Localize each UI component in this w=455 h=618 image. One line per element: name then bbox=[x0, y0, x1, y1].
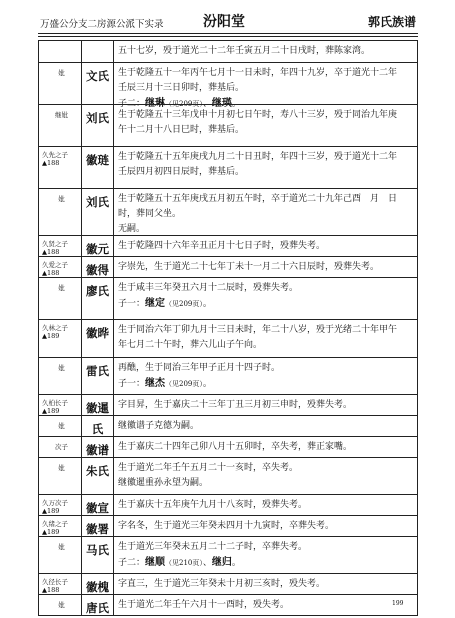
relation-cell bbox=[39, 63, 82, 104]
person-name bbox=[82, 41, 113, 46]
kids-text: 继顺 bbox=[145, 557, 166, 569]
relation-label: 妣 bbox=[58, 543, 65, 551]
page-number: 199 bbox=[392, 600, 404, 607]
biography-line: 字目昇，生于嘉庆二十三年丁丑三月初三申时，殁葬失考。 bbox=[118, 400, 353, 410]
table-row bbox=[39, 415, 417, 436]
biography-cell bbox=[118, 598, 413, 613]
biography-cell bbox=[118, 239, 413, 254]
person-name: 徽谱 bbox=[86, 443, 109, 457]
name-cell bbox=[82, 105, 114, 146]
relation-label: 妣 bbox=[58, 69, 65, 77]
name-cell bbox=[82, 458, 114, 494]
table-row bbox=[39, 235, 417, 256]
person-name: 唐氏 bbox=[86, 601, 109, 615]
table-row bbox=[39, 146, 417, 188]
biography-line: 继徽暹重孙永望为嗣。 bbox=[118, 478, 209, 489]
header-right-title: 郭氏族谱 bbox=[367, 15, 416, 29]
kids-end-text: 。 bbox=[202, 379, 212, 390]
relation-label: 妣 bbox=[58, 464, 65, 472]
relation-cell bbox=[39, 537, 82, 573]
name-cell bbox=[82, 516, 114, 536]
biography-cell bbox=[118, 150, 413, 180]
person-name: 马氏 bbox=[86, 543, 109, 557]
person-name: 氏 bbox=[91, 422, 104, 436]
person-name: 徽元 bbox=[86, 242, 109, 256]
page-reference: ▲188 bbox=[42, 159, 60, 167]
person-name: 刘氏 bbox=[86, 111, 109, 125]
biography-line: 生于道光二年壬午六月十一酉时，殁失考。 bbox=[118, 600, 290, 610]
kids-prefix-text: 子二： bbox=[118, 99, 146, 110]
relation-label bbox=[39, 41, 81, 46]
biography-cell bbox=[118, 192, 413, 238]
page-reference: ▲188 bbox=[42, 248, 60, 256]
name-cell bbox=[82, 437, 114, 457]
relation-label: 久爱之子 bbox=[42, 261, 68, 269]
table-row bbox=[39, 457, 417, 494]
biography-line: 再醮，生于同治三年甲子正月十四子时。 bbox=[118, 363, 281, 373]
biography-line: 生于嘉庆二十四年己卯八月十五卯时，卒失考，葬正家嘴。 bbox=[118, 442, 353, 452]
children-line bbox=[118, 376, 413, 392]
relation-label: 妣 bbox=[58, 284, 65, 292]
table-row bbox=[39, 256, 417, 277]
biography-line: 年七月二十午时，葬六儿山子午向。 bbox=[118, 340, 263, 351]
relation-label: 久林之子 bbox=[42, 324, 68, 332]
biography-cell bbox=[118, 440, 413, 455]
biography-cell bbox=[118, 540, 413, 571]
relation-cell bbox=[39, 458, 82, 494]
biography-cell bbox=[118, 361, 413, 392]
kids-ref-text: （见209页） bbox=[165, 380, 203, 389]
relation-cell bbox=[39, 395, 82, 415]
table-row bbox=[39, 494, 417, 515]
relation-cell bbox=[39, 495, 82, 515]
kids-prefix-text: 子一： bbox=[118, 299, 146, 310]
name-cell bbox=[82, 537, 114, 573]
name-cell bbox=[82, 595, 114, 615]
page-reference: ▲189 bbox=[42, 407, 60, 415]
relation-cell bbox=[39, 574, 82, 594]
table-row bbox=[39, 436, 417, 457]
biography-line: 午十二月十八日巳时，葬基后。 bbox=[118, 125, 245, 136]
person-name: 徽得 bbox=[86, 263, 109, 277]
biography-line: 字直三，生于道光三年癸未十月初三亥时，殁失考。 bbox=[118, 579, 326, 589]
relation-label: 久绪之子 bbox=[42, 520, 68, 528]
name-cell bbox=[82, 395, 114, 415]
name-cell bbox=[82, 257, 114, 277]
kids-text: 继杰 bbox=[145, 378, 166, 390]
table-row bbox=[39, 104, 417, 146]
name-cell bbox=[82, 236, 114, 256]
page-reference: ▲188 bbox=[42, 269, 60, 277]
kids-text: 继定 bbox=[145, 298, 166, 310]
biography-cell bbox=[118, 108, 413, 138]
name-cell bbox=[82, 416, 114, 436]
person-name: 朱氏 bbox=[86, 464, 109, 478]
table-row bbox=[39, 536, 417, 573]
biography-cell bbox=[118, 461, 413, 491]
biography-line: 壬辰三月十三日卯时，葬基后。 bbox=[118, 83, 245, 94]
header-center-title: 汾阳堂 bbox=[203, 14, 245, 30]
kids-end-text: 。 bbox=[202, 299, 212, 310]
biography-line: 无嗣。 bbox=[118, 224, 146, 235]
table-row bbox=[39, 357, 417, 394]
children-line bbox=[118, 296, 413, 312]
biography-cell bbox=[118, 44, 413, 59]
person-name: 徽宣 bbox=[86, 501, 109, 515]
relation-label: 妣 bbox=[58, 364, 65, 372]
relation-cell bbox=[39, 147, 82, 188]
table-row bbox=[39, 41, 417, 62]
kids2-text: 继瑛 bbox=[211, 98, 232, 110]
relation-label: 久柏长子 bbox=[42, 399, 68, 407]
biography-line: 生于咸丰三年癸丑六月十二辰时，殁葬失考。 bbox=[118, 283, 299, 293]
relation-cell bbox=[39, 595, 82, 615]
header-rule-thin bbox=[38, 36, 418, 37]
table-row bbox=[39, 188, 417, 235]
person-name: 徽琏 bbox=[86, 153, 109, 167]
biography-cell bbox=[118, 260, 413, 275]
biography-cell bbox=[118, 419, 413, 434]
name-cell bbox=[82, 320, 114, 357]
biography-line: 生于乾隆五十一年丙午七月十一日未时，年四十九岁，卒于道光十二年 bbox=[118, 68, 398, 78]
relation-cell bbox=[39, 105, 82, 146]
biography-cell bbox=[118, 577, 413, 592]
biography-line: 生于道光三年癸未五月二十二子时，卒葬失考。 bbox=[118, 542, 308, 552]
relation-cell bbox=[39, 189, 82, 235]
relation-label: 妣 bbox=[58, 422, 65, 430]
person-name: 徽晔 bbox=[86, 326, 109, 340]
biography-line: 生于乾隆四十六年辛丑正月十七日子时，殁葬失考。 bbox=[118, 241, 326, 251]
name-cell bbox=[82, 189, 114, 235]
biography-line: 生于道光二年壬午五月二十一亥时，卒失考。 bbox=[118, 463, 299, 473]
name-cell bbox=[82, 41, 114, 62]
person-name: 徽槐 bbox=[86, 580, 109, 594]
relation-cell bbox=[39, 236, 82, 256]
kids-end-text: 。 bbox=[231, 99, 241, 110]
header-rule-thick bbox=[38, 33, 418, 34]
biography-cell bbox=[118, 323, 413, 353]
person-name: 雷氏 bbox=[86, 364, 109, 378]
kids2-text: 继归 bbox=[211, 557, 232, 569]
children-line bbox=[118, 555, 413, 571]
relation-cell bbox=[39, 257, 82, 277]
relation-label: 次子 bbox=[55, 443, 68, 451]
header-left-title: 万盛公分支二房源公派下实录 bbox=[40, 19, 164, 30]
name-cell bbox=[82, 63, 114, 104]
kids-ref-text: （见209页） bbox=[165, 300, 203, 309]
name-cell bbox=[82, 495, 114, 515]
relation-label: 妣 bbox=[58, 601, 65, 609]
table-row bbox=[39, 515, 417, 536]
person-name: 徽署 bbox=[86, 522, 109, 536]
table-row bbox=[39, 277, 417, 319]
biography-cell bbox=[118, 519, 413, 534]
biography-line: 生于乾隆五十五年庚戌九月二十日丑时，年四十三岁，殁于道光十二年 bbox=[118, 152, 398, 162]
kids-prefix-text: 子二： bbox=[118, 558, 146, 569]
biography-line: 五十七岁，殁于道光二十二年壬寅五月二十日戌时，葬陈家湾。 bbox=[118, 46, 371, 56]
genealogy-table bbox=[38, 40, 418, 616]
kids-ref-text: （见210页） bbox=[165, 559, 203, 568]
page-header bbox=[38, 9, 418, 31]
relation-cell bbox=[39, 437, 82, 457]
person-name: 刘氏 bbox=[86, 195, 109, 209]
page-reference: ▲188 bbox=[42, 586, 60, 594]
biography-line: 继徽谱子克德为嗣。 bbox=[118, 421, 200, 431]
name-cell bbox=[82, 147, 114, 188]
kids-end-text: 。 bbox=[231, 558, 241, 569]
relation-label: 继妣 bbox=[55, 111, 68, 119]
relation-label: 久贤之子 bbox=[42, 240, 68, 248]
biography-cell bbox=[118, 281, 413, 312]
relation-label: 久先之子 bbox=[42, 151, 68, 159]
table-row bbox=[39, 62, 417, 110]
relation-cell bbox=[39, 320, 82, 357]
kids-sep-text: 、 bbox=[202, 558, 212, 569]
relation-cell bbox=[39, 41, 82, 62]
name-cell bbox=[82, 278, 114, 319]
biography-cell bbox=[118, 498, 413, 513]
page-reference: ▲189 bbox=[42, 528, 60, 536]
kids-text: 继琳 bbox=[145, 98, 166, 110]
biography-line: 生于同治六年丁卯九月十三日未时，年二十八岁，殁于光绪二十年甲午 bbox=[118, 325, 398, 335]
table-row bbox=[39, 573, 417, 594]
person-name: 徽暹 bbox=[86, 401, 109, 415]
biography-line: 时，葬同父坐。 bbox=[118, 209, 182, 220]
table-row bbox=[39, 594, 417, 615]
relation-label: 久万次子 bbox=[42, 499, 68, 507]
table-row bbox=[39, 319, 417, 357]
kids-prefix-text: 子一： bbox=[118, 379, 146, 390]
person-name: 文氏 bbox=[86, 69, 109, 83]
name-cell bbox=[82, 358, 114, 394]
biography-line: 壬辰四月初四日辰时，葬基后。 bbox=[118, 167, 245, 178]
biography-line: 字名冬，生于道光三年癸未四月十九寅时，卒葬失考。 bbox=[118, 521, 335, 531]
biography-line: 生于乾隆五十五年庚戌五月初五午时，卒于道光二十九年己酉 月 日 bbox=[118, 194, 398, 204]
kids-sep-text: 、 bbox=[202, 99, 212, 110]
relation-cell bbox=[39, 516, 82, 536]
relation-cell bbox=[39, 278, 82, 319]
biography-line: 生于乾隆五十三年戊申十月初七日午时，寿八十三岁，殁于同治九年庚 bbox=[118, 110, 398, 120]
kids-ref-text: （见209页） bbox=[165, 100, 203, 109]
table-row bbox=[39, 394, 417, 415]
person-name: 廖氏 bbox=[86, 284, 109, 298]
relation-label: 妣 bbox=[58, 195, 65, 203]
name-cell bbox=[82, 574, 114, 594]
biography-line: 字崇先，生于道光二十七年丁未十一月二十六日辰时，殁葬失考。 bbox=[118, 262, 380, 272]
relation-cell bbox=[39, 416, 82, 436]
relation-cell bbox=[39, 358, 82, 394]
biography-line: 生于嘉庆十五年庚午九月十八亥时，殁葬失考。 bbox=[118, 500, 308, 510]
page-reference: ▲189 bbox=[42, 507, 60, 515]
page-reference: ▲189 bbox=[42, 332, 60, 340]
biography-cell bbox=[118, 398, 413, 413]
relation-label: 久径长子 bbox=[42, 578, 68, 586]
